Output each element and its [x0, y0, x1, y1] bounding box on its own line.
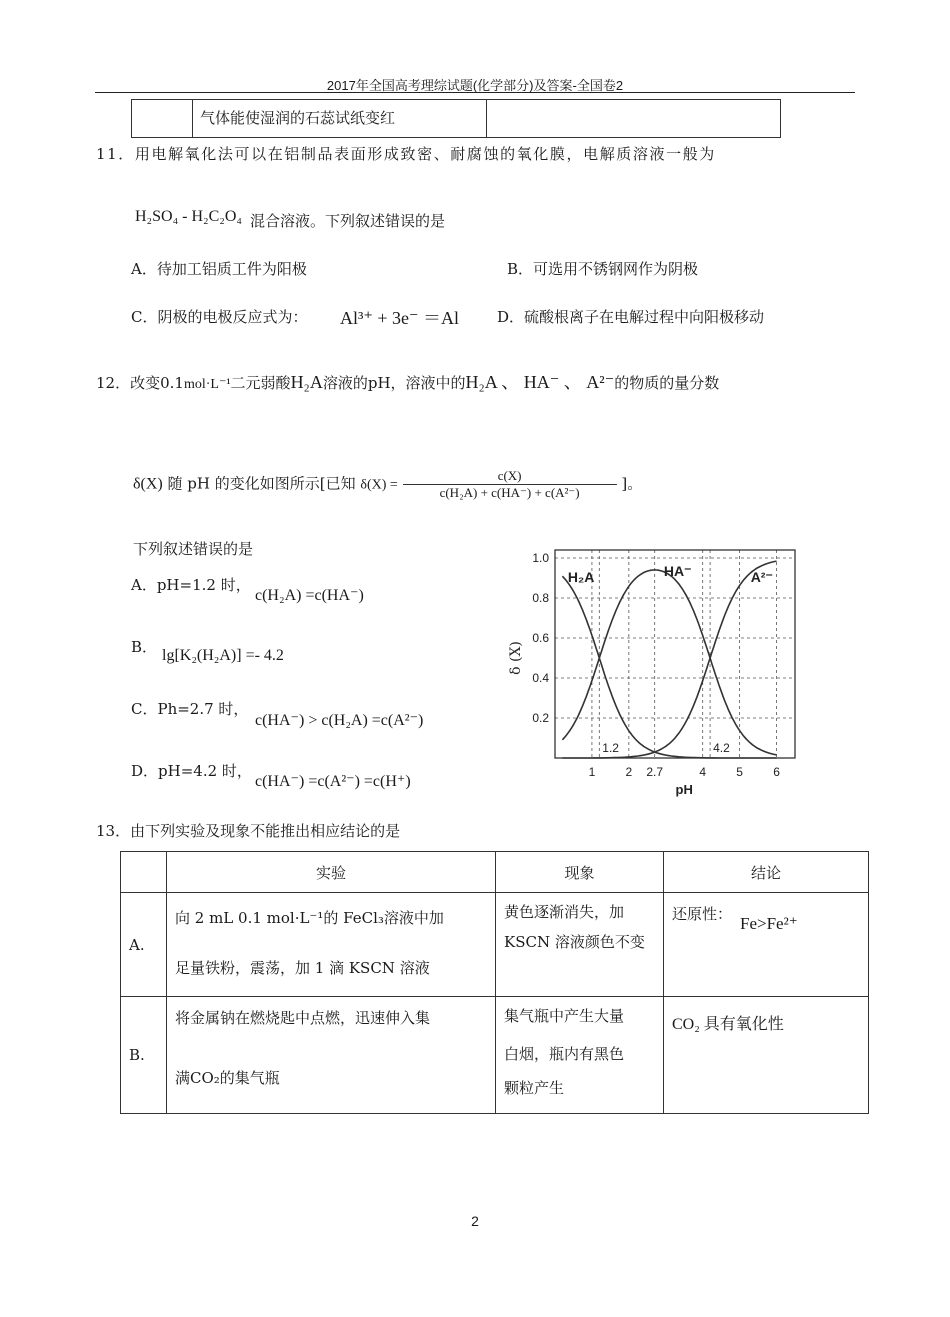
y-tick-label: 0.6: [532, 631, 549, 645]
series-label: H₂A: [567, 569, 595, 585]
row-label: A.: [121, 893, 167, 997]
experiment-line: 向 2 mL 0.1 mol·L⁻¹的 FeCl₃溶液中加: [175, 909, 444, 927]
table-row: [121, 997, 869, 1114]
x-tick-label: 5: [736, 765, 743, 779]
header-blank: [121, 852, 167, 893]
q12-stem-d: 的物质的量分数: [614, 374, 720, 392]
x-axis-label: pH: [675, 782, 693, 797]
conclusion-label: 还原性：: [672, 905, 733, 923]
q12-species: H₂A 、 HA⁻ 、 A²⁻: [465, 372, 615, 392]
series-label: HA⁻: [663, 563, 692, 579]
curve-a2: [562, 561, 776, 758]
table-divider: [486, 100, 487, 137]
row-experiment: [167, 893, 496, 997]
q12-stem-f: ]。: [621, 474, 643, 493]
q11-formula: H₂SO₄ - H₂C₂O₄: [135, 208, 243, 225]
q12-stem-a: 12．改变0.1: [96, 374, 184, 392]
y-tick-label: 0.4: [532, 671, 549, 685]
series-label: A²⁻: [750, 569, 773, 585]
q12-option-b-eq: lg[K₂(H₂A)] =- 4.2: [162, 647, 284, 664]
q12-option-c-eq: c(HA⁻) > c(H₂A) =c(A²⁻): [255, 712, 424, 729]
table-divider: [192, 100, 193, 137]
observation-line: 集气瓶中产生大量: [504, 1007, 625, 1025]
table-header-row: [121, 852, 869, 893]
q12-stem-c: 溶液的pH，溶液中的: [322, 374, 466, 392]
y-axis-label: δ (X): [508, 641, 524, 675]
page-header: 2017年全国高考理综试题(化学部分)及答案-全国卷2: [326, 78, 624, 93]
header-experiment: 实验: [167, 852, 496, 893]
q12-option-a-label: A．pH=1.2 时，: [131, 576, 251, 594]
q11-option-c-equation: Al³⁺ + 3e⁻ ＝Al: [340, 308, 460, 328]
y-tick-label: 0.8: [532, 591, 549, 605]
annotation-label: 4.2: [713, 741, 730, 755]
curve-h2a: [562, 576, 776, 758]
x-tick-label: 1: [588, 765, 596, 779]
q12-stem-b: 二元弱酸: [230, 374, 291, 392]
row-conclusion: [664, 997, 869, 1114]
conclusion-formula: Fe>Fe²⁺: [740, 914, 798, 933]
table-row: [121, 893, 869, 997]
q12-option-d-eq: c(HA⁻) =c(A²⁻) =c(H⁺): [255, 773, 411, 790]
q12-delta: δ(X): [133, 475, 163, 493]
distribution-chart: [500, 538, 810, 808]
q12-unit: mol·L⁻¹: [183, 377, 231, 392]
x-tick-label: 2.7: [646, 765, 664, 779]
row-label: B.: [121, 997, 167, 1114]
experiment-line: 将金属钠在燃烧匙中点燃，迅速伸入集: [175, 1009, 431, 1027]
x-tick-label: 4: [699, 765, 707, 779]
header-observation: 现象: [496, 852, 664, 893]
q12-option-b-label: B．: [131, 638, 158, 656]
q12-fraction: [403, 468, 617, 501]
annotation-label: 1.2: [602, 741, 619, 755]
q12-option-a-eq: c(H₂A) =c(HA⁻): [255, 587, 364, 604]
experiment-line: 足量铁粉，震荡，加 1 滴 KSCN 溶液: [175, 959, 430, 977]
header-conclusion: 结论: [664, 852, 869, 893]
fraction-numerator: c(X): [403, 468, 617, 485]
q11-option-d: D．硫酸根离子在电解过程中向阳极移动: [497, 308, 765, 326]
observation-line: KSCN 溶液颜色不变: [504, 933, 645, 951]
q12-option-c-label: C．Ph=2.7 时，: [131, 700, 249, 718]
q12-h2a: H₂A: [290, 372, 323, 392]
x-tick-label: 6: [773, 765, 780, 779]
y-tick-label: 1.0: [532, 551, 549, 565]
row-experiment: [167, 997, 496, 1114]
q12-stem-e: 随 pH 的变化如图所示[已知: [167, 474, 356, 493]
q11-stem: 11．用电解氧化法可以在铝制品表面形成致密、耐腐蚀的氧化膜，电解质溶液一般为: [96, 145, 716, 163]
conclusion-text: CO₂ 具有氧化性: [672, 1016, 784, 1033]
q11-option-b: B．可选用不锈钢网作为阴极: [507, 260, 699, 278]
previous-question-table-row: [131, 99, 781, 138]
experiment-line: 满CO₂的集气瓶: [175, 1069, 280, 1087]
row-observation: [496, 893, 664, 997]
page-number: 2: [471, 1213, 479, 1229]
observation-line: 白烟，瓶内有黑色: [504, 1045, 625, 1063]
q11-option-c: C．阴极的电极反应式为：: [131, 308, 308, 326]
q13-stem: 13．由下列实验及现象不能推出相应结论的是: [96, 822, 401, 840]
observation-line: 颗粒产生: [504, 1079, 565, 1097]
observation-line: 黄色逐渐消失，加: [504, 903, 625, 921]
chart-lines: [562, 561, 776, 758]
top-row-text: 气体能使湿润的石蕊试纸变红: [200, 109, 396, 127]
q11-option-a: A．待加工铝质工件为阳极: [131, 260, 307, 278]
row-conclusion: [664, 893, 869, 997]
fraction-denominator: c(H₂A) + c(HA⁻) + c(A²⁻): [439, 485, 580, 500]
x-tick-label: 2: [625, 765, 633, 779]
header-rule: [95, 92, 855, 93]
q12-delta-def: δ(X) =: [360, 477, 398, 493]
q13-table: [120, 851, 869, 1114]
row-observation: [496, 997, 664, 1114]
q12-intro: 下列叙述错误的是: [133, 540, 254, 558]
q12-option-d-label: D．pH=4.2 时，: [131, 762, 252, 780]
q11-stem2: 混合溶液。下列叙述错误的是: [250, 212, 446, 230]
y-tick-label: 0.2: [532, 711, 549, 725]
